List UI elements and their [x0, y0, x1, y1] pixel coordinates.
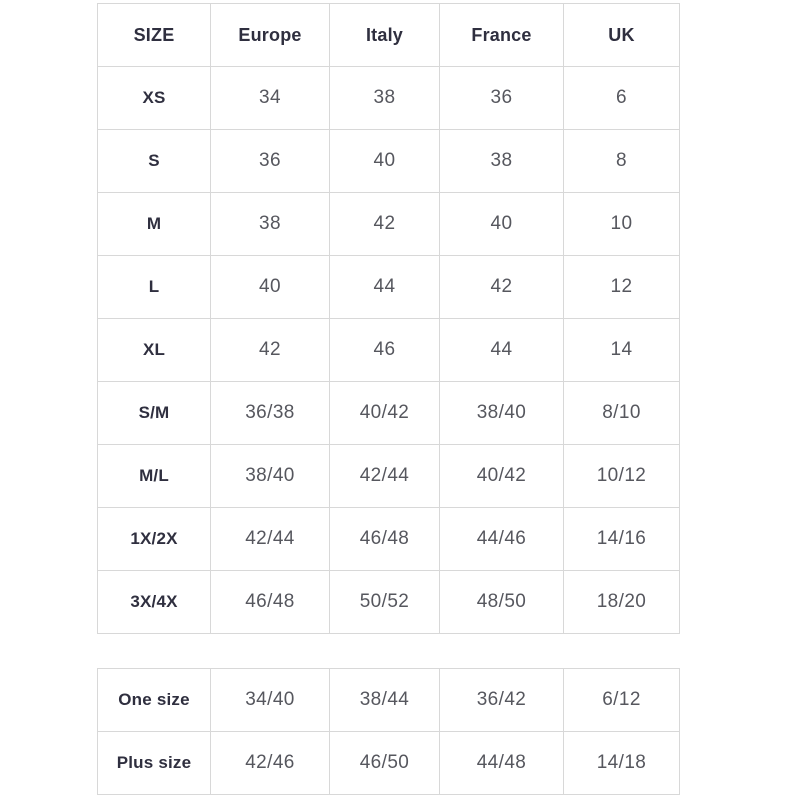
value-cell: 34/40: [211, 669, 330, 732]
value-cell: 36/38: [211, 382, 330, 445]
table-row-3x-4x: [98, 571, 680, 634]
size-label-cell: XL: [98, 319, 211, 382]
value-cell: 18/20: [564, 571, 680, 634]
value-cell: 12: [564, 256, 680, 319]
size-conversion-table: [97, 3, 680, 634]
value-cell: 38: [330, 67, 440, 130]
value-cell: 14/16: [564, 508, 680, 571]
value-cell: 38/40: [211, 445, 330, 508]
size-label-cell: 3X/4X: [98, 571, 211, 634]
table-row-plus-size: [98, 732, 680, 795]
value-cell: 42: [330, 193, 440, 256]
value-cell: 14/18: [564, 732, 680, 795]
value-cell: 44: [440, 319, 564, 382]
value-cell: 38/44: [330, 669, 440, 732]
value-cell: 6/12: [564, 669, 680, 732]
table-row-xs: [98, 67, 680, 130]
size-label-cell: 1X/2X: [98, 508, 211, 571]
size-label-cell: One size: [98, 669, 211, 732]
value-cell: 40/42: [330, 382, 440, 445]
size-label-cell: S/M: [98, 382, 211, 445]
value-cell: 40/42: [440, 445, 564, 508]
value-cell: 36: [211, 130, 330, 193]
column-header-italy: Italy: [330, 4, 440, 67]
table-row-m: [98, 193, 680, 256]
size-label-cell: M/L: [98, 445, 211, 508]
value-cell: 42: [440, 256, 564, 319]
value-cell: 42/44: [330, 445, 440, 508]
size-label-cell: Plus size: [98, 732, 211, 795]
value-cell: 10: [564, 193, 680, 256]
value-cell: 10/12: [564, 445, 680, 508]
value-cell: 8: [564, 130, 680, 193]
value-cell: 46/50: [330, 732, 440, 795]
value-cell: 38/40: [440, 382, 564, 445]
size-label-cell: L: [98, 256, 211, 319]
table-header-row: [98, 4, 680, 67]
value-cell: 42/44: [211, 508, 330, 571]
value-cell: 44/46: [440, 508, 564, 571]
table-row-s: [98, 130, 680, 193]
value-cell: 8/10: [564, 382, 680, 445]
column-header-uk: UK: [564, 4, 680, 67]
table-row-xl: [98, 319, 680, 382]
column-header-france: France: [440, 4, 564, 67]
value-cell: 50/52: [330, 571, 440, 634]
value-cell: 44/48: [440, 732, 564, 795]
value-cell: 46: [330, 319, 440, 382]
value-cell: 34: [211, 67, 330, 130]
size-label-cell: XS: [98, 67, 211, 130]
value-cell: 48/50: [440, 571, 564, 634]
table-row-1x-2x: [98, 508, 680, 571]
value-cell: 14: [564, 319, 680, 382]
value-cell: 46/48: [330, 508, 440, 571]
value-cell: 46/48: [211, 571, 330, 634]
column-header-size: SIZE: [98, 4, 211, 67]
table-row-l: [98, 256, 680, 319]
value-cell: 36: [440, 67, 564, 130]
column-header-europe: Europe: [211, 4, 330, 67]
value-cell: 40: [440, 193, 564, 256]
value-cell: 6: [564, 67, 680, 130]
value-cell: 40: [330, 130, 440, 193]
value-cell: 42/46: [211, 732, 330, 795]
table-row-m-l: [98, 445, 680, 508]
value-cell: 38: [440, 130, 564, 193]
table-row-one-size: [98, 669, 680, 732]
table-row-s-m: [98, 382, 680, 445]
value-cell: 38: [211, 193, 330, 256]
value-cell: 36/42: [440, 669, 564, 732]
size-label-cell: M: [98, 193, 211, 256]
value-cell: 44: [330, 256, 440, 319]
value-cell: 40: [211, 256, 330, 319]
special-sizes-table: [97, 668, 680, 795]
value-cell: 42: [211, 319, 330, 382]
size-label-cell: S: [98, 130, 211, 193]
